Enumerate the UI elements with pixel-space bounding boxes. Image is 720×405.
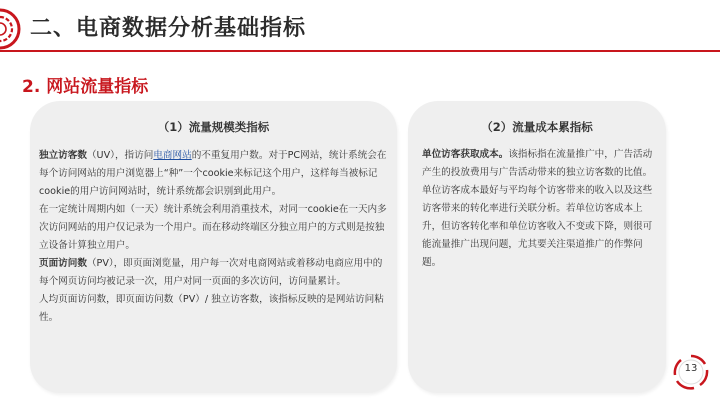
paragraph-text: （PV），即页面浏览量，用户每一次对电商网站或着移动电商应用中的每个网页访问均被记录一次，用户对同一页面的多次访问，访问量累计。 xyxy=(39,258,383,287)
term-page-views: 页面访问数 xyxy=(39,258,87,269)
paragraph-unique-visitors xyxy=(39,147,391,201)
paragraph-visitor-cost xyxy=(422,146,654,272)
card-title: （1）流量规模类指标 xyxy=(157,120,270,134)
card-body xyxy=(422,146,654,272)
paragraph-text: 的不重复用户数。对于PC网站，统计系统会在每个访问网站的用户浏览器上“种”一个cookie来标记这个用户，这样每当被标记cookie的用户访问网站时，统计系统都会识别到此用户。 xyxy=(39,150,387,197)
page-number: 13 xyxy=(684,363,698,374)
term-unique-visitors: 独立访客数 xyxy=(39,150,87,161)
traffic-cost-card xyxy=(408,101,666,393)
paragraph-page-views xyxy=(39,255,391,291)
section-heading: 2. 网站流量指标 xyxy=(22,77,149,97)
logo-icon xyxy=(0,8,22,50)
card-body xyxy=(39,147,391,327)
title-divider xyxy=(0,50,720,52)
paragraph-per-capita-views: 人均页面访问数，即页面访问数（PV）/ 独立访客数，该指标反映的是网站访问粘性。 xyxy=(39,294,384,323)
term-visitor-cost: 单位访客获取成本。 xyxy=(422,149,509,160)
card-title: （2）流量成本累指标 xyxy=(481,120,593,134)
paragraph-text: （UV），指访问 xyxy=(86,150,154,161)
ecommerce-site-link[interactable]: 电商网站 xyxy=(153,150,192,161)
traffic-scale-card xyxy=(30,101,397,393)
page-title: 二、电商数据分析基础指标 xyxy=(30,16,307,41)
paragraph-text: 该指标指在流量推广中，广告活动产生的投放费用与广告活动带来的独立访客数的比值。单位访客成本最好与平均每个访客带来的收入以及这些访客带来的转化率进行关联分析。若单位访客成本上升，但访客转化率和单位访客收入不变或下降，则很可能流量推广出现问题，尤其要关注渠道推广的作弊问题。 xyxy=(422,149,653,268)
paragraph-dedup: 在一定统计周期内如（一天）统计系统会利用消重技术，对同一cookie在一天内多次访问网站的用户仅记录为一个用户。而在移动终端区分独立用户的方式则是按独立设备计算独立用户。 xyxy=(39,204,387,251)
